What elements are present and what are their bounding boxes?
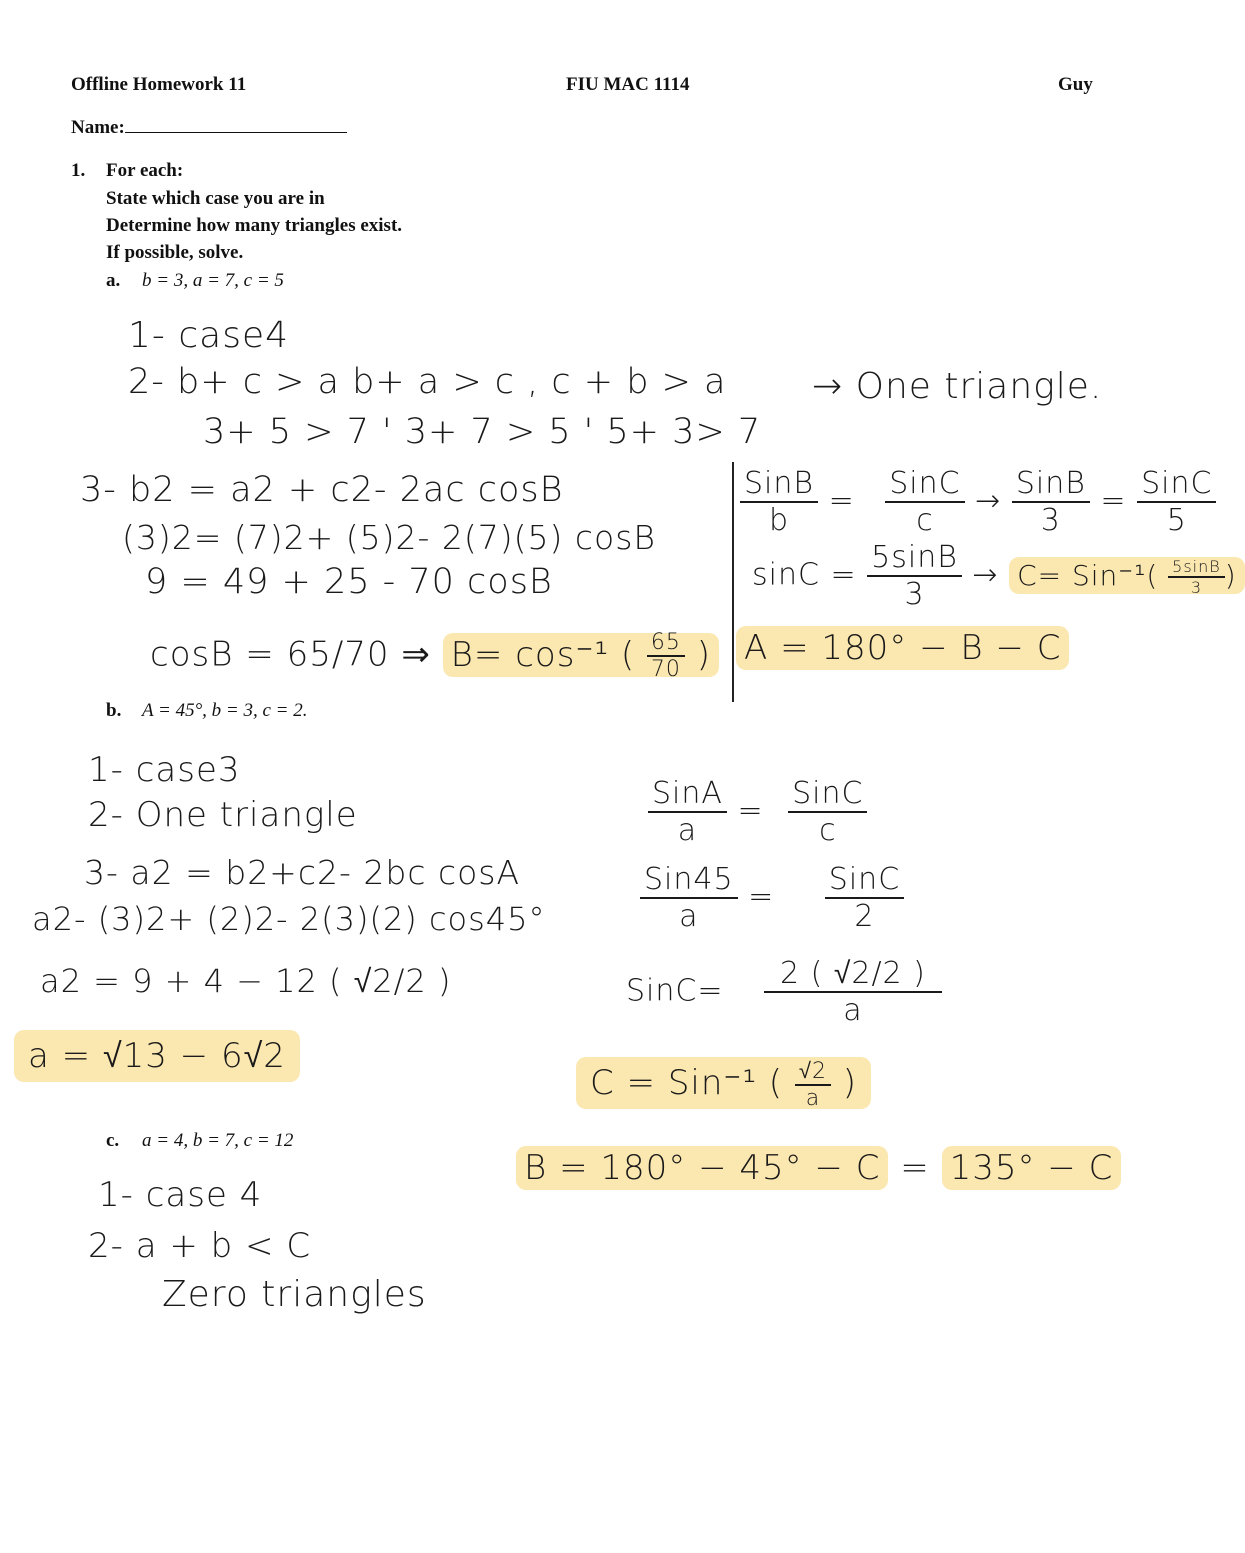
name-field[interactable]: [71, 117, 347, 139]
frac-b-sinc: [764, 956, 942, 1028]
sina-num: SinA: [648, 776, 727, 813]
b-c-result-text: C = Sin⁻¹: [590, 1063, 757, 1103]
a-b-fraction: [647, 630, 685, 682]
b-law2: a2- (3)2+ (2)2- 2(3)(2) cos45°: [32, 900, 546, 938]
frac-5sinb-3: [867, 540, 962, 612]
b-sinc-frac-num: 2 ( √2/2 ): [764, 956, 942, 993]
a-sinc-eq: sinC =: [752, 557, 857, 593]
b-sinc-eq: SinC=: [626, 973, 724, 1009]
b-b-result-right: 135° − C: [942, 1146, 1122, 1190]
b-ratio2: $\frac{\text{Sin45}}{a}$ = $\frac{\text{SinC}}{2}$: [640, 862, 904, 934]
a-law2: (3)2= (7)2+ (5)2- 2(7)(5) cosB: [122, 518, 657, 557]
sina-den: a: [677, 813, 698, 848]
b-law3: a2 = 9 + 4 − 12 ( √2/2 ): [40, 962, 452, 1000]
a-law1: 3- b2 = a2 + c2- 2ac cosB: [80, 470, 564, 510]
frac-sina-a: [648, 776, 727, 848]
c-ineq: 2- a + b < C: [88, 1226, 312, 1266]
a-c-result-text: C= Sin⁻¹: [1017, 558, 1147, 592]
a-b-frac-num: 65: [647, 630, 685, 657]
sin45-den: a: [679, 899, 699, 934]
sinb3-den: 3: [1040, 503, 1061, 538]
sinc5-num: SinC: [1137, 466, 1216, 503]
a-c-fraction: [1168, 557, 1225, 597]
a-law3: 9 = 49 + 25 - 70 cosB: [145, 562, 553, 602]
part-a-label: a.: [106, 270, 121, 291]
sinb-den: b: [769, 503, 790, 538]
part-b-label: b.: [106, 700, 122, 721]
a-c-frac-num: 5sinB: [1168, 557, 1225, 578]
b-sinc-num: SinC: [788, 776, 867, 813]
frac-sinc-c: [885, 466, 964, 538]
b-ratio1: $\frac{\text{SinA}}{a}$ = $\frac{\text{SinC}}{c}$: [648, 776, 867, 848]
sinb-num: SinB: [740, 466, 818, 503]
a-c-result: C= Sin⁻¹( $\frac{5\sin B}{3}$ ): [1009, 557, 1245, 594]
part-c-given: a = 4, b = 7, c = 12: [142, 1130, 294, 1151]
b-b-result-left: B = 180° − 45° − C: [516, 1146, 888, 1190]
divider-line: [732, 462, 734, 702]
name-label: Name:: [71, 117, 125, 138]
a-sinc-solve: sinC = $\frac{5\sin B}{3}$ → C= Sin⁻¹( $\frac{5\sin B}{3}$ ): [752, 540, 1245, 612]
part-a-given: b = 3, a = 7, c = 5: [142, 270, 284, 291]
a-ineq2: 3+ 5 > 7 ' 3+ 7 > 5 ' 5+ 3> 7: [203, 412, 762, 452]
frac-sinb-3: [1012, 466, 1090, 538]
b-b-result: B = 180° − 45° − C = 135° − C: [516, 1148, 1121, 1188]
part-c-label: c.: [106, 1130, 120, 1151]
problem-number: 1.: [71, 160, 86, 181]
frac-sin45-a: [640, 862, 738, 934]
a-a-result-text: A = 180° − B − C: [736, 626, 1069, 670]
b-sinc-solve: [626, 956, 942, 1028]
b-c-result-box: C = Sin⁻¹ ( $\frac{√2}{a}$ ): [576, 1057, 871, 1109]
frac-sinb-b: [740, 466, 818, 538]
frac-b-sinc-c: [788, 776, 867, 848]
b-a-result-text: a = √13 − 6√2: [14, 1030, 300, 1082]
a-b-frac-den: 70: [650, 657, 681, 682]
b-sinc-frac-den: a: [843, 993, 863, 1028]
a-c-frac-den: 3: [1190, 577, 1203, 597]
five-sinb: 5sinB: [867, 540, 962, 577]
b-c-fraction: [795, 1058, 831, 1111]
a-b-result-text: B= cos⁻¹: [450, 634, 610, 675]
sinc-num: SinC: [885, 466, 964, 503]
b-case: 1- case3: [88, 750, 241, 790]
b-sinc-den: c: [819, 813, 837, 848]
frac-sinc-2: [825, 862, 904, 934]
a-a-result: [736, 628, 1069, 668]
b-c-result: [576, 1058, 871, 1111]
a-b-result: B= cos⁻¹ ( $\frac{65}{70}$ ): [443, 633, 719, 677]
a-case: 1- case4: [128, 315, 289, 356]
sinb3-num: SinB: [1012, 466, 1090, 503]
b-c-frac-den: a: [805, 1086, 821, 1111]
instruction-1: For each:: [106, 160, 184, 181]
instruction-3: Determine how many triangles exist.: [106, 215, 403, 236]
a-law4: [150, 630, 719, 682]
b-c-frac-num: √2: [795, 1058, 831, 1086]
part-b-given: A = 45°, b = 3, c = 2.: [142, 700, 308, 721]
a-sinb-over-b: $\frac{\text{SinB}}{b}$ = $\frac{\text{SinC}}{c}$ → $\frac{\text{SinB}}{3}$ = $\frac{\text{SinC}}{5}$: [740, 466, 1216, 538]
sinc-den: c: [916, 503, 934, 538]
b-a-result: [14, 1036, 300, 1076]
three: 3: [904, 577, 925, 612]
instruction-2: State which case you are in: [106, 188, 325, 209]
c-case: 1- case 4: [98, 1175, 263, 1215]
c-count: Zero triangles: [162, 1274, 427, 1315]
b-law1: 3- a2 = b2+c2- 2bc cosA: [84, 853, 521, 892]
frac-sinc-5: [1137, 466, 1216, 538]
name-line[interactable]: [125, 118, 347, 133]
header-center: FIU MAC 1114: [566, 74, 690, 95]
instruction-4: If possible, solve.: [106, 242, 244, 263]
a-conclusion: → One triangle.: [812, 366, 1103, 407]
b-count: 2- One triangle: [88, 795, 358, 835]
a-ineq1: 2- b+ c > a b+ a > c , c + b > a: [128, 362, 727, 402]
a-law4-text: cosB = 65/70 ⇒: [150, 634, 431, 675]
sinc2-den: 2: [854, 899, 875, 934]
sin45-num: Sin45: [640, 862, 738, 899]
sinc2-num: SinC: [825, 862, 904, 899]
header-left: Offline Homework 11: [71, 74, 247, 95]
header-right: Guy: [1058, 74, 1093, 95]
sinc5-den: 5: [1166, 503, 1187, 538]
